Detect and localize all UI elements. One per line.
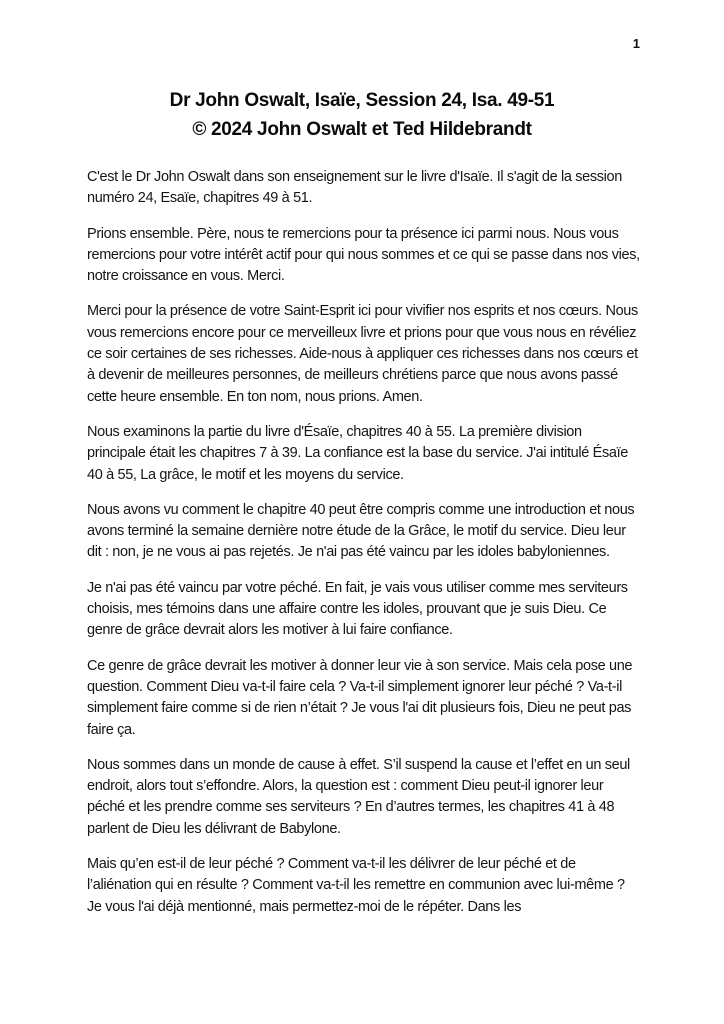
paragraph: Ce genre de grâce devrait les motiver à donner leur vie à son service. Mais cela pose une question. Comment Dieu va-t-il faire cela ? Va-t-il simplement ignorer leur péché ? Va-t-il simplement faire comme si de rien n’était ? Je vous l'ai dit plusieurs fois, Dieu ne peut pas faire ça. — [87, 657, 633, 738]
paragraph: Nous sommes dans un monde de cause à effet. S’il suspend la cause et l’effet en un seul endroit, alors tout s’effondre. Alors, la question est : comment Dieu peut-il ignorer leur péché et les prendre comme ses serviteurs ? En d’autres termes, les chapitres 41 à 48 parlent de Dieu les délivrant de Babylone. — [87, 756, 630, 837]
paragraph: Je n'ai pas été vaincu par votre péché. En fait, je vais vous utiliser comme mes serviteurs choisis, mes témoins dans une affaire contre les idoles, prouvant que je suis Dieu. Ce genre de grâce devrait alors les motiver à lui faire confiance. — [87, 579, 628, 639]
paragraph: Prions ensemble. Père, nous te remercions pour ta présence ici parmi nous. Nous vous remercions pour votre intérêt actif pour qui nous sommes et ce qui se passe dans nos vies, notre croissance en vous. Merci. — [87, 225, 640, 285]
paragraph: Nous examinons la partie du livre d'Ésaïe, chapitres 40 à 55. La première division principale était les chapitres 7 à 39. La confiance est la base du service. J'ai intitulé Ésaïe 40 à 55, La grâce, le motif et les moyens du service. — [87, 423, 628, 483]
copyright-line: © 2024 John Oswalt et Ted Hildebrandt — [192, 119, 532, 140]
title-block — [0, 0, 724, 144]
page-number: 1 — [632, 36, 640, 51]
paragraph: Mais qu’en est-il de leur péché ? Comment va-t-il les délivrer de leur péché et de l’aliénation qui en résulte ? Comment va-t-il les remettre en communion avec lui-même ? Je vous l'ai déjà mentionné, mais permettez-moi de le répéter. Dans les — [87, 856, 625, 915]
paragraph: Merci pour la présence de votre Saint-Esprit ici pour vivifier nos esprits et nos cœurs. Nous vous remercions encore pour ce merveilleux livre et prions pour que vous nous en révéliez ce soir certaines de ses richesses. Aide-nous à appliquer ces richesses dans nos cœurs et à devenir de meilleures personnes, de meilleurs chrétiens parce que nous avons passé cette heure ensemble. En ton nom, nous prions. Amen. — [87, 303, 638, 405]
paragraph: Nous avons vu comment le chapitre 40 peut être compris comme une introduction et nous avons terminé la semaine dernière notre étude de la Grâce, le motif du service. Dieu leur dit : non, je ne vous ai pas rejetés. Je n'ai pas été vaincu par les idoles babyloniennes. — [87, 501, 635, 561]
document-title: Dr John Oswalt, Isaïe, Session 24, Isa. 49-51 — [169, 90, 555, 111]
document-body — [0, 144, 724, 918]
paragraph: C'est le Dr John Oswalt dans son enseignement sur le livre d'Isaïe. Il s'agit de la session numéro 24, Esaïe, chapitres 49 à 51. — [87, 169, 622, 207]
